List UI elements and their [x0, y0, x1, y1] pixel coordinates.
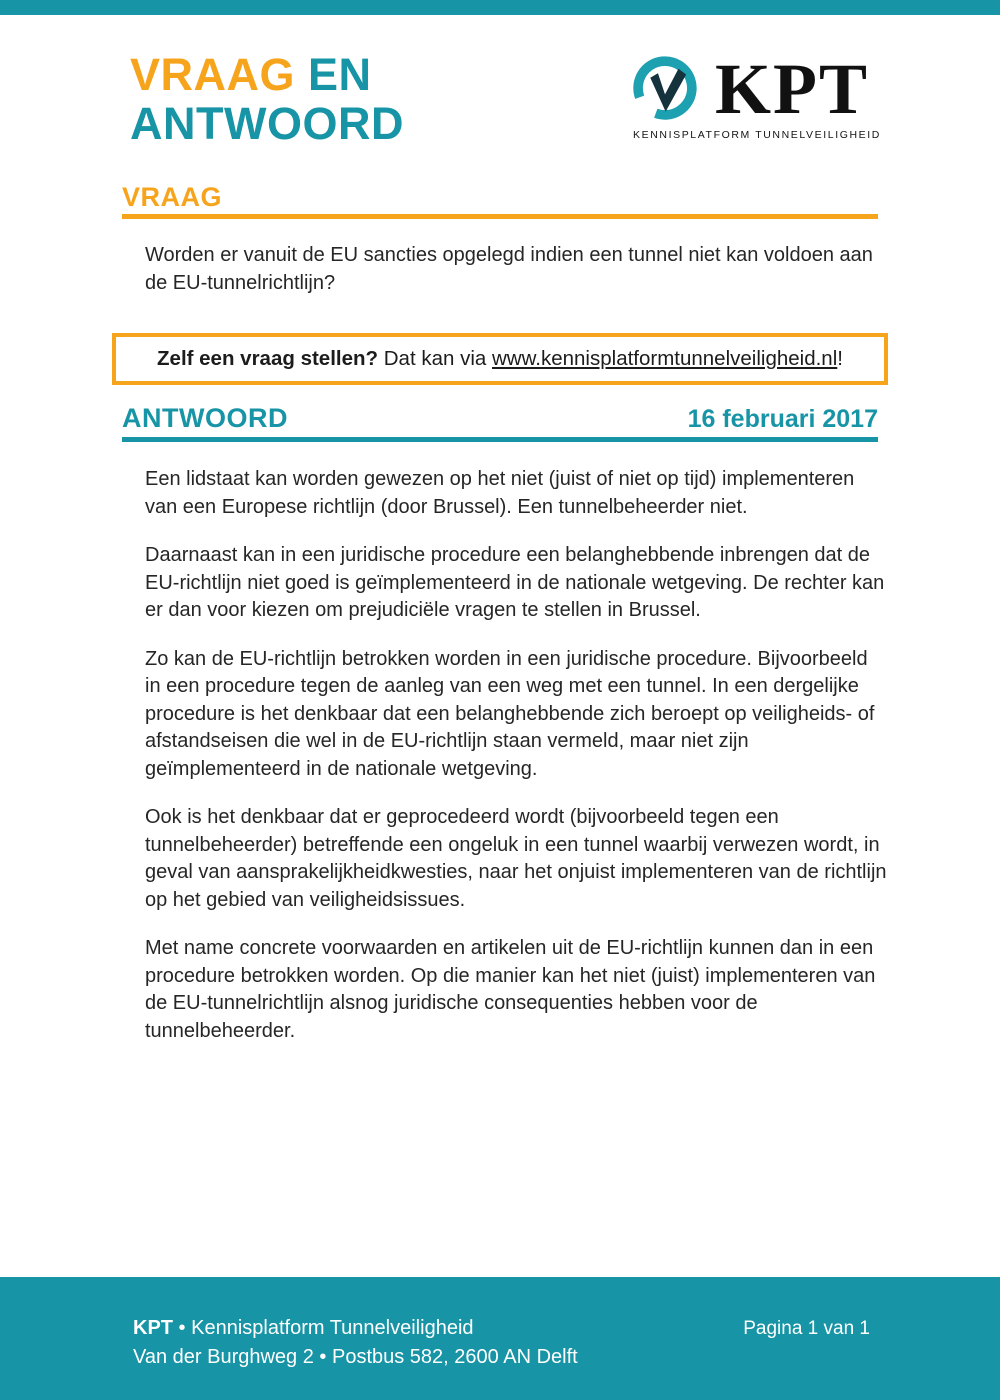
answer-paragraph: Daarnaast kan in een juridische procedure een belanghebbende inbrengen dat de EU-richtlijn niet goed is geïmplementeerd in de nationale wetgeving. De rechter kan er dan voor kiezen om prejudiciële vragen te stellen in Brussel.	[145, 544, 885, 621]
antwoord-heading-rule	[122, 437, 878, 442]
kpt-logo-subtitle: KENNISPLATFORM TUNNELVEILIGHEID	[633, 129, 881, 141]
antwoord-section-heading: ANTWOORD	[122, 403, 288, 433]
top-accent-bar	[0, 0, 1000, 15]
callout-regular-text: Dat kan via	[378, 347, 492, 370]
vraag-heading-rule	[122, 214, 878, 219]
footer-org-name: • Kennisplatform Tunnelveiligheid	[173, 1317, 474, 1339]
vraag-section-heading: VRAAG	[122, 182, 223, 212]
page-title	[130, 50, 404, 148]
ask-question-callout-box	[112, 333, 888, 385]
page-number-indicator: Pagina 1 van 1	[743, 1318, 870, 1339]
title-word-vraag: VRAAG	[130, 49, 296, 100]
answer-paragraph: Ook is het denkbaar dat er geprocedeerd wordt (bijvoorbeeld tegen een tunnelbeheerder) betreffende een ongeluk in een tunnel waarbij verwezen wordt, in geval van aansprakelijkheidkwesties, naar het onjuist implementeren van de richtlijn op het gebied van veiligheidsissues.	[145, 806, 887, 911]
answer-paragraph: Zo kan de EU-richtlijn betrokken worden in een juridische procedure. Bijvoorbeeld in een procedure tegen de aanleg van een weg met een tunnel. In een dergelijke procedure is het denkbaar dat een belanghebbende zich beroept op veiligheids- of afstandseisen die wel in de EU-richtlijn staan vermeld, maar niet zijn geïmplementeerd in de nationale wetgeving.	[145, 647, 875, 780]
answer-paragraph: Met name concrete voorwaarden en artikelen uit de EU-richtlijn kunnen dan in een procedure betrokken worden. Op die manier kan het niet (juist) implementeren van de EU-tunnelrichtlijn alsnog juridische consequenties hebben voor de tunnelbeheerder.	[145, 937, 876, 1042]
question-text: Worden er vanuit de EU sancties opgelegd indien een tunnel niet kan voldoen aan de EU-tunnelrichtlijn?	[145, 244, 873, 294]
kpt-logo	[633, 49, 883, 141]
title-word-en: EN	[308, 49, 372, 100]
answer-date: 16 februari 2017	[687, 405, 878, 433]
answer-body	[145, 466, 887, 1066]
answer-paragraph: Een lidstaat kan worden gewezen op het niet (juist of niet op tijd) implementeren van een Europese richtlijn (door Brussel). Een tunnelbeheerder niet.	[145, 468, 855, 518]
footer-address: Van der Burghweg 2 • Postbus 582, 2600 AN Delft	[133, 1346, 578, 1368]
kpt-logo-text: KPT	[715, 49, 870, 129]
kpt-tunnel-circle-icon	[633, 56, 697, 120]
callout-suffix: !	[837, 347, 843, 370]
antwoord-header-row	[122, 403, 878, 434]
website-link[interactable]: www.kennisplatformtunnelveiligheid.nl	[492, 347, 838, 370]
footer-organization	[133, 1317, 474, 1340]
footer-org-abbrev: KPT	[133, 1317, 173, 1339]
callout-bold-text: Zelf een vraag stellen?	[157, 347, 379, 370]
page-footer	[0, 1277, 1000, 1400]
title-word-antwoord: ANTWOORD	[130, 98, 404, 149]
